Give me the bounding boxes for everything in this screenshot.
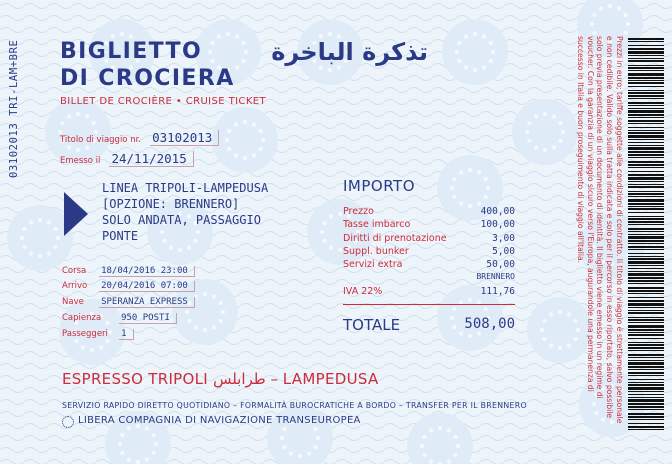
cost-value: BRENNERO [476, 272, 515, 282]
barcode-bar [628, 127, 664, 128]
barcode-bar [628, 82, 664, 84]
cost-row [343, 246, 515, 259]
express-left: ESPRESSO TRIPOLI [62, 370, 209, 388]
total-row [343, 316, 515, 334]
barcode-bar [628, 258, 664, 260]
barcode-bar [628, 293, 664, 294]
barcode-bar [628, 394, 664, 395]
issued-label: Emesso il [60, 156, 101, 166]
barcode-bar [628, 253, 664, 254]
barcode-bar [628, 191, 664, 192]
barcode-bar [628, 161, 664, 163]
barcode-bar [628, 332, 664, 333]
barcode-bar [628, 357, 664, 358]
barcode-bar [628, 154, 664, 156]
cost-row [343, 286, 515, 299]
barcode-bar [628, 208, 664, 210]
barcode-bar [628, 114, 664, 116]
passeggeri-label: Passeggeri [62, 329, 108, 339]
ring-icon [62, 416, 74, 428]
barcode-bar [628, 280, 664, 282]
barcode-bar [628, 174, 664, 176]
barcode-bar [628, 423, 664, 424]
barcode-bar [628, 60, 664, 62]
barcode-bar [628, 120, 664, 122]
barcode-bar [628, 338, 664, 339]
capienza-value: 950 POSTI [119, 313, 177, 324]
express-right: – LAMPEDUSA [270, 370, 379, 388]
cost-label: IVA 22% [343, 285, 383, 297]
barcode-bar [628, 203, 664, 205]
barcode-bar [628, 132, 664, 134]
barcode-bar [628, 334, 664, 336]
barcode-bar [628, 261, 664, 264]
barcode-bar [628, 80, 664, 81]
ticket-number-row [60, 127, 219, 146]
barcode-bar [628, 391, 664, 392]
barcode-bar [628, 51, 664, 54]
arrivo-label: Arrivo [62, 281, 88, 291]
barcode-bar [628, 73, 664, 76]
issued-value: 24/11/2015 [109, 151, 193, 167]
barcode-bar [628, 310, 664, 311]
barcode-bar [628, 372, 664, 374]
barcode-bar [628, 360, 664, 361]
cost-row [343, 272, 515, 285]
corsa-value: 18/04/2016 23:00 [99, 266, 195, 277]
barcode-bar [628, 268, 664, 269]
barcode-bar [628, 196, 664, 197]
barcode-bar [628, 283, 664, 284]
barcode-bar [628, 347, 664, 349]
barcode-bar [628, 77, 664, 79]
barcode-bar [628, 403, 664, 405]
barcode-bar [628, 369, 664, 370]
barcode-bar [628, 317, 664, 318]
barcode-bar [628, 409, 664, 410]
barcode-bar [628, 271, 664, 272]
ticket-number-label: Titolo di viaggio nr. [60, 135, 142, 145]
barcode-bar [628, 151, 664, 153]
cost-row [343, 233, 515, 246]
barcode-bar [628, 419, 664, 420]
cost-row [343, 219, 515, 232]
barcode-bar [628, 67, 664, 69]
barcode-bar [628, 139, 664, 140]
barcode-bar [628, 375, 664, 376]
barcode-bar [628, 90, 664, 91]
barcode-bar [628, 164, 664, 166]
barcode-bar [628, 102, 664, 104]
cost-label: Suppl. bunker [343, 245, 409, 257]
barcode-bar [628, 110, 664, 113]
barcode-bar [628, 312, 664, 314]
barcode-bar [628, 181, 664, 182]
route-line-2: [OPZIONE: BRENNERO] [102, 197, 240, 211]
barcode-bar [628, 199, 664, 202]
ticket-number-value: 03102013 [150, 130, 219, 146]
barcode-bar [628, 147, 664, 150]
cost-label: Prezzo [343, 206, 374, 217]
barcode-bar [628, 342, 664, 343]
barcode-bar [628, 130, 664, 131]
barcode-bar [628, 145, 664, 146]
barcode-bar [628, 224, 664, 225]
cost-value: 5,00 [492, 245, 515, 257]
barcode-bar [628, 382, 664, 383]
route-line-3: SOLO ANDATA, PASSAGGIO [102, 213, 261, 227]
barcode-bar [628, 307, 664, 308]
ticket-title [60, 38, 235, 92]
voyage-passeggeri [62, 321, 134, 340]
nave-label: Nave [62, 297, 84, 307]
cost-value: 111,76 [480, 285, 515, 297]
capienza-label: Capienza [62, 313, 102, 323]
barcode-bar [628, 184, 664, 185]
barcode-bar [628, 38, 664, 40]
cost-row [343, 259, 515, 272]
barcode-bar [628, 413, 664, 415]
cost-value: 400,00 [480, 206, 515, 217]
arabic-title: تذكرة الباخرة [271, 38, 428, 66]
barcode-bar [628, 218, 664, 220]
route-line-1: LINEA TRIPOLI-LAMPEDUSA [102, 181, 269, 195]
corsa-label: Corsa [62, 266, 87, 276]
barcode-bar [628, 65, 664, 66]
barcode-bar [628, 325, 664, 328]
barcode-bar [628, 387, 664, 390]
barcode-bar [628, 362, 664, 365]
title-line-2: DI CROCIERA [60, 66, 235, 91]
barcode-bar [628, 406, 664, 408]
barcode-bar [628, 329, 664, 331]
barcode-bar [628, 354, 664, 356]
total-label: TOTALE [343, 316, 401, 334]
legal-text: Prezzi in euro; tariffe soggette alle condizioni di contratto. Il titolo di viaggio è strettamente personale e non cedibile. Valido solo sulla tratta indicata e solo per il percorso in esso riportato, salvo possibile solo previa presentazione di un documento di identità. Il biglietto viene emesso in un regime di voucher. Con la garanzia di un viaggio sicuro verso l'Europa, augurandole una permanenza di successo in Italia e buon proseguimento di viaggio all'Italia. [575, 36, 624, 424]
barcode-bar [628, 350, 664, 351]
barcode-bar [628, 384, 664, 386]
barcode-bar [628, 117, 664, 118]
route-arrow-icon [64, 192, 88, 236]
issued-row [60, 148, 194, 167]
barcode-bar [628, 70, 664, 71]
barcode-bar [628, 135, 664, 138]
barcode-bar [628, 399, 664, 402]
barcode-bar [628, 48, 664, 50]
barcode-bar [628, 256, 664, 257]
barcode-bar [628, 171, 664, 172]
barcode-bar [628, 45, 664, 46]
cost-label: Diritti di prenotazione [343, 232, 447, 244]
barcode-bar [628, 273, 664, 276]
route-description [102, 180, 268, 244]
legal-text-block [552, 36, 624, 428]
barcode-bar [628, 186, 664, 188]
company-name: LIBERA COMPAGNIA DI NAVIGAZIONE TRANSEUROPEA [78, 415, 361, 426]
barcode-bar [628, 429, 664, 430]
barcode-bar [628, 177, 664, 180]
cost-value: 100,00 [480, 219, 515, 231]
passeggeri-value: 1 [119, 329, 133, 340]
barcode [628, 38, 664, 430]
cost-divider [343, 304, 515, 305]
barcode-bar [628, 95, 664, 97]
route-line-4: PONTE [102, 229, 139, 243]
barcode-bar [628, 303, 664, 306]
cost-label: Servizi extra [343, 259, 403, 271]
cost-value: 3,00 [492, 232, 515, 244]
total-value: 508,00 [464, 316, 515, 332]
barcode-bar [628, 322, 664, 323]
barcode-bar [628, 397, 664, 398]
cost-row [343, 206, 515, 219]
barcode-bar [628, 41, 664, 42]
barcode-bar [628, 300, 664, 302]
express-line [62, 370, 379, 388]
barcode-bar [628, 55, 664, 56]
barcode-bar [628, 366, 664, 368]
barcode-bar [628, 290, 664, 292]
barcode-bar [628, 265, 664, 266]
serial-code [2, 30, 22, 180]
barcode-bar [628, 297, 664, 298]
barcode-bar [628, 98, 664, 99]
cost-label: Tasse imbarco [343, 219, 411, 231]
barcode-bar [628, 92, 664, 94]
barcode-bar [628, 228, 664, 230]
barcode-bar [628, 157, 664, 158]
nave-value: SPERANZA EXPRESS [99, 297, 195, 308]
barcode-bar [628, 287, 664, 289]
barcode-bar [628, 240, 664, 242]
barcode-bar [628, 236, 664, 239]
barcode-bar [628, 193, 664, 195]
barcode-bar [628, 123, 664, 124]
barcode-bar [628, 379, 664, 380]
express-arabic: طرابلس [213, 370, 266, 388]
barcode-bar [628, 216, 664, 217]
barcode-bar [628, 426, 664, 428]
ticket-subtitle: BILLET DE CROCIÈRE • CRUISE TICKET [60, 96, 266, 107]
serial-text: 03102013 TRI-LAM+BRE [8, 39, 20, 178]
barcode-bar [628, 234, 664, 235]
barcode-bar [628, 206, 664, 207]
barcode-bar [628, 212, 664, 213]
barcode-bar [628, 319, 664, 321]
arrivo-value: 20/04/2016 07:00 [99, 281, 195, 292]
barcode-bar [628, 231, 664, 232]
barcode-bar [628, 246, 664, 248]
barcode-bar [628, 249, 664, 250]
barcode-bar [628, 86, 664, 87]
importo-heading: IMPORTO [343, 177, 416, 195]
barcode-bar [628, 344, 664, 346]
barcode-bar [628, 277, 664, 279]
barcode-bar [628, 416, 664, 418]
barcode-bar [628, 221, 664, 223]
barcode-bar [628, 142, 664, 143]
cost-value: 50,00 [486, 259, 515, 271]
barcode-bar [628, 108, 664, 109]
cost-list [343, 206, 515, 299]
services-line: SERVIZIO RAPIDO DIRETTO QUOTIDIANO – FORMALITÀ BUROCRATICHE A BORDO – TRANSFER PER IL BRENNERO [62, 401, 527, 410]
title-line-1: BIGLIETTO [60, 39, 203, 64]
barcode-bar [628, 243, 664, 244]
barcode-bar [628, 58, 664, 59]
barcode-bar [628, 105, 664, 106]
barcode-bar [628, 167, 664, 168]
